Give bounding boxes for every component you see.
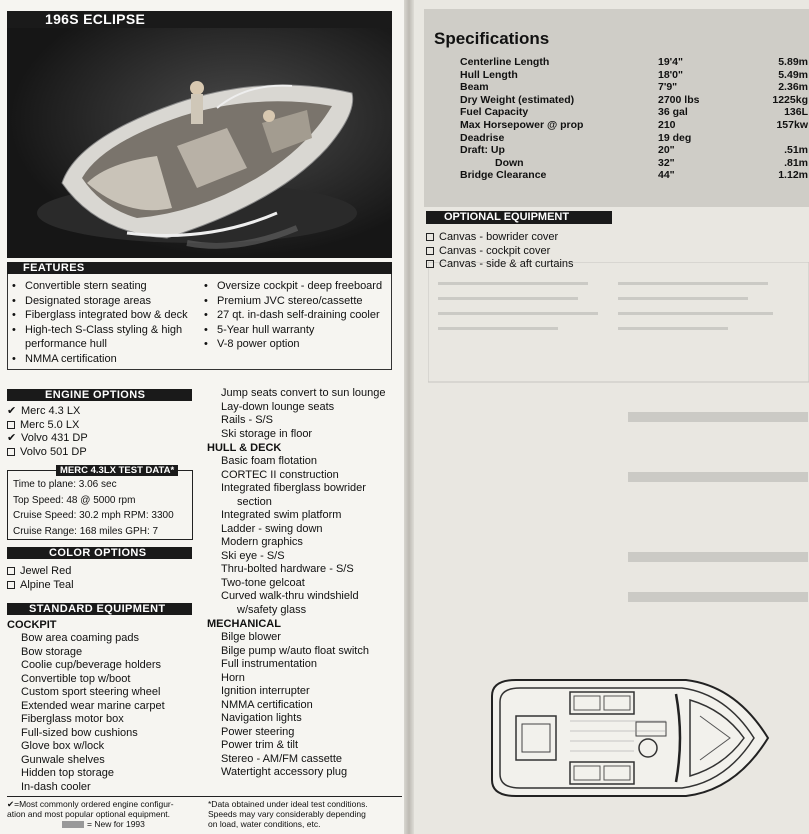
list-item: Canvas - side & aft curtains [426,258,574,272]
checkbox-icon [7,581,15,589]
features-left-list [12,279,202,366]
spec-row: Beam 7'9" 2.36m [460,81,808,94]
list-item: • Designated storage areas [12,294,151,307]
engine-options-heading: ENGINE OPTIONS [7,389,192,401]
footnote-divider [7,796,402,797]
list-item: Ignition interrupter [221,685,310,697]
hull-deck-heading: HULL & DECK [207,442,282,454]
list-item: Jump seats convert to sun lounge [221,387,386,399]
footnote-right: *Data obtained under ideal test conditions. Speeds may vary considerably depending on load, water conditions, etc. [208,799,368,829]
checkmark-icon: ✔ [7,405,17,417]
checkbox-icon [426,247,434,255]
list-item: In-dash cooler [21,780,91,793]
specifications-table [460,56,808,182]
checkbox-icon [7,448,15,456]
footnote-left: ✔=Most commonly ordered engine configur- ation and most popular optional equipment. = New for 1993 [7,799,174,829]
list-item: Bow storage [21,645,83,658]
list-item: Fiberglass motor box [21,713,124,725]
list-item: Glove box w/lock [21,740,105,752]
list-item: Canvas - bowrider cover [426,231,574,245]
test-data-row: Cruise Speed: 30.2 mph RPM: 3300 [13,510,174,521]
list-item: Gunwale shelves [21,753,105,766]
list-item: • High-tech S-Class styling & high performance hull [12,323,183,350]
list-item: Alpine Teal [7,578,74,592]
list-item: ✔ Merc 4.3 LX [7,405,81,417]
list-item: Thru-bolted hardware - S/S [221,563,354,575]
list-item: CORTEC II construction [221,468,339,481]
spec-row: Hull Length 18'0" 5.49m [460,68,808,81]
test-data-row: Top Speed: 48 @ 5000 rpm [13,494,136,506]
checkbox-icon [426,233,434,241]
list-item: Power steering [221,725,295,738]
cockpit-list [7,618,207,794]
test-data-row: Time to plane: 3.06 sec [13,479,117,490]
list-item: • V-8 power option [204,338,300,350]
list-item: • 5-Year hull warranty [204,323,315,336]
list-item: Modern graphics [221,536,303,548]
list-item: Coolie cup/beverage holders [21,659,162,671]
spec-row: Deadrise 19 deg [460,131,692,144]
checkbox-icon [7,567,15,575]
specifications-heading: Specifications [434,29,550,48]
list-item: Two-tone gelcoat [221,576,305,589]
list-item: Integrated swim platform [221,509,342,521]
list-item: Hidden top storage [21,767,114,779]
list-item: Curved walk-thru windshield [221,590,359,602]
list-item: Volvo 501 DP [7,446,197,460]
list-item: • 27 qt. in-dash self-draining cooler [204,309,380,321]
equipment-right-column [207,387,402,780]
color-options-heading: COLOR OPTIONS [7,547,192,559]
list-item: Custom sport steering wheel [21,686,161,698]
list-item: Horn [221,671,245,684]
list-item: Basic foam flotation [221,455,317,467]
list-item: • Convertible stern seating [12,280,147,292]
test-data-box [7,465,193,540]
list-item: Jewel Red [7,564,74,578]
list-item: Watertight accessory plug [221,766,348,778]
list-item: Extended wear marine carpet [21,699,165,712]
list-item: Bow area coaming pads [21,632,140,644]
boat-photo [7,28,392,258]
list-item: NMMA certification [221,698,313,711]
list-item: • Oversize cockpit - deep freeboard [204,280,383,292]
list-item: Convertible top w/boot [21,672,131,685]
list-item: Ladder - swing down [221,522,323,535]
test-data-title: MERC 4.3LX TEST DATA* [56,465,178,476]
list-item: Stereo - AM/FM cassette [221,752,343,765]
page-spine [404,0,414,834]
list-item: Canvas - cockpit cover [426,245,574,259]
features-right-list [204,279,390,352]
list-item: Ski eye - S/S [221,549,285,562]
color-options-list [7,564,74,592]
spec-row: Down 32" .81m [460,156,808,169]
spec-row: Centerline Length 19'4" 5.89m [460,56,808,68]
list-item: Bilge pump w/auto float switch [221,644,369,657]
spec-row: Max Horsepower @ prop 210 157kw [460,118,808,131]
list-item: Merc 5.0 LX [7,419,197,433]
features-heading: FEATURES [7,262,392,274]
spec-row: Draft: Up 20" .51m [460,144,808,157]
test-data-row: Cruise Range: 168 miles GPH: 7 [13,525,159,537]
mechanical-heading: MECHANICAL [207,618,281,630]
list-item: Rails - S/S [221,414,273,426]
list-item: • NMMA certification [12,352,117,365]
list-item: • Premium JVC stereo/cassette [204,294,363,307]
cockpit-heading: COCKPIT [7,619,57,631]
list-item: Integrated fiberglass bowrider [221,482,366,494]
list-item: w/safety glass [237,603,307,616]
list-item: Power trim & tilt [221,739,299,751]
spec-row: Fuel Capacity 36 gal 136L [460,106,808,119]
standard-equipment-heading: STANDARD EQUIPMENT [7,603,192,615]
list-item: ✔ Volvo 431 DP [7,432,88,444]
page-title: 196S ECLIPSE [7,11,392,28]
checkbox-icon [7,421,15,429]
optional-equipment-heading: OPTIONAL EQUIPMENT [426,211,612,224]
engine-options-list [7,405,197,459]
list-item: Lay-down lounge seats [221,400,335,413]
list-item: Ski storage in floor [221,427,313,440]
spec-row: Dry Weight (estimated) 2700 lbs 1225kg [460,93,808,106]
spec-row: Bridge Clearance 44" 1.12m [460,169,808,182]
boat-top-view-diagram [486,676,770,800]
list-item: Full-sized bow cushions [21,726,138,739]
list-item: Full instrumentation [221,658,317,670]
list-item: section [237,495,272,508]
new-swatch [62,821,84,828]
checkmark-icon: ✔ [7,432,17,444]
list-item: Navigation lights [221,712,302,724]
list-item: • Fiberglass integrated bow & deck [12,309,188,321]
list-item: Bilge blower [221,631,281,643]
